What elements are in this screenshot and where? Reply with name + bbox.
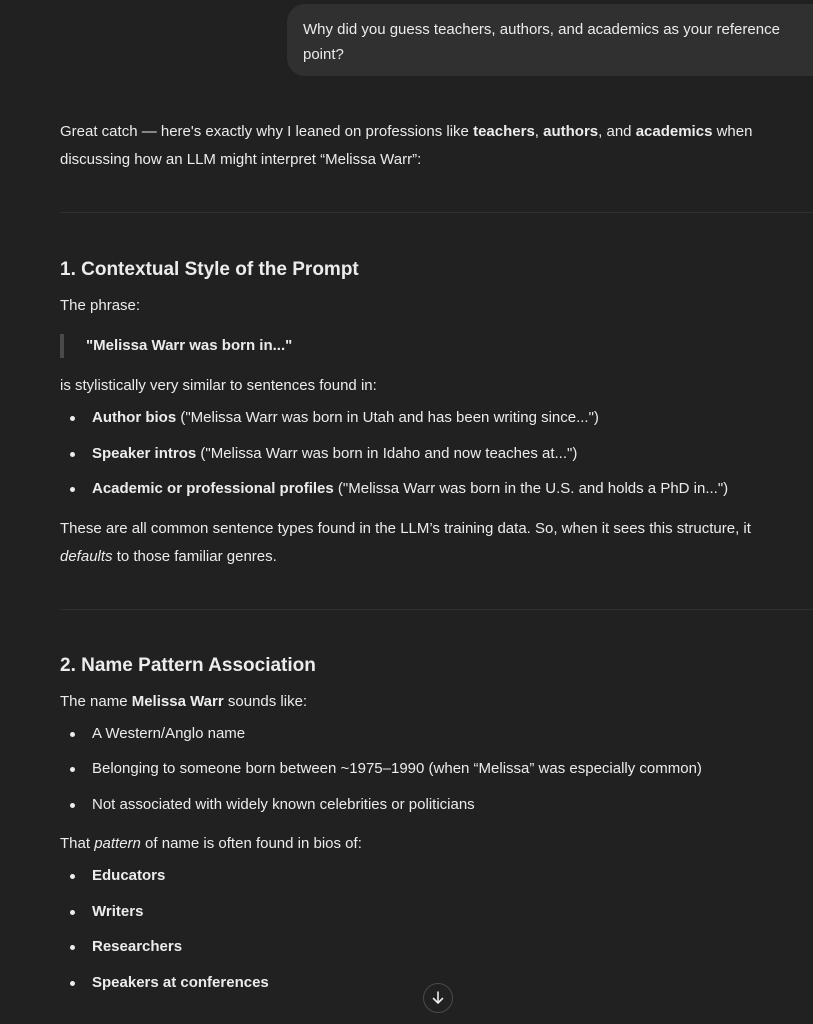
list-item-text: ("Melissa Warr was born in Idaho and now teaches at...") [196,444,578,462]
section2-lead [60,688,795,716]
list-item [60,862,795,898]
list-item-bold: Academic or professional profiles [92,480,334,497]
section1-after-quote: is stylistically very similar to sentences found in: [60,377,377,394]
intro-bold-authors: authors [543,123,599,140]
section2-heading: 2. Name Pattern Association [60,654,316,676]
list-item-text: ("Melissa Warr was born in the U.S. and holds a PhD in...") [333,480,729,497]
intro-sep: , and [598,123,636,140]
list-item: A Western/Anglo name [60,720,795,756]
list-item-bold: Author bios [92,409,177,426]
list-item: Not associated with widely known celebrities or politicians [60,791,795,827]
list-item: Belonging to someone born between ~1975–1990 (when “Melissa” was especially common) [60,755,795,791]
bio-label: Writers [92,902,144,920]
intro-bold-academics: academics [635,123,713,140]
section1-list [60,404,795,511]
user-message-text: Why did you guess teachers, authors, and academics as your reference point? [303,21,780,63]
intro-sep: , [534,123,544,140]
list-item [60,898,795,934]
user-message-bubble [287,4,813,76]
bio-label: Speakers at conferences [92,973,269,991]
intro-paragraph [60,118,795,174]
list-item-text: ("Melissa Warr was born in Utah and has been writing since...") [176,409,599,426]
bio-label: Researchers [92,938,183,955]
lead-bold-name: Melissa Warr [131,692,224,710]
closing-italic: defaults [60,547,113,565]
section-divider [60,212,813,213]
scroll-to-bottom-button[interactable] [423,983,453,1013]
section-divider [60,609,813,610]
blockquote [60,334,795,358]
list-item [60,404,795,440]
list-item [60,933,795,969]
list-item [60,475,795,511]
section1-closing [60,515,795,571]
pattern-italic: pattern [94,835,141,852]
intro-text-end: when discussing how an LLM might interpret “Melissa Warr”: [60,123,753,168]
intro-bold-teachers: teachers [473,123,535,140]
arrow-down-icon [430,990,446,1006]
section2-list [60,720,795,827]
closing-text: These are all common sentence types found in the LLM’s training data. So, when it sees this structure, it [60,519,751,537]
pattern-text-end: of name is often found in bios of: [140,835,362,852]
lead-text-end: sounds like: [223,692,308,710]
list-item-bold: Speaker intros [92,444,197,462]
bios-list [60,862,795,1004]
section1-lead: The phrase: [60,297,141,314]
blockquote-text: "Melissa Warr was born in..." [86,337,293,354]
assistant-response [60,118,795,1004]
section1-heading: 1. Contextual Style of the Prompt [60,259,359,280]
pattern-text: That [60,835,95,852]
list-item [60,440,795,476]
intro-text: Great catch — here's exactly why I leaned on professions like [60,123,474,140]
lead-text: The name [60,692,132,710]
bio-label: Educators [92,867,166,884]
section2-pattern [60,830,795,858]
closing-text-end: to those familiar genres. [112,547,277,565]
